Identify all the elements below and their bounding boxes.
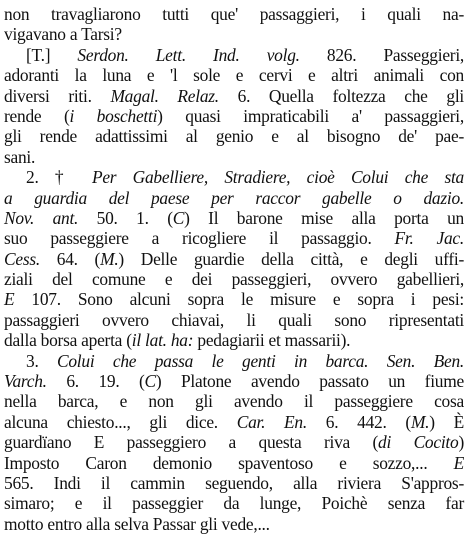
text-line [4,45,464,65]
italic-segment: E [4,289,15,310]
text-line [4,24,464,44]
text-segment: dalla borsa aperta ( [4,330,132,351]
text-line [4,208,464,228]
italic-segment: Cess. [4,248,40,269]
text-segment: 64. ( [39,248,101,269]
text-segment: gli rende adattissimi al genio e al bisogno de' pae- [4,126,464,147]
text-segment: simaro; e il passeggier da lunge, Poichè senza far [4,493,464,514]
italic-segment: il lat. ha: [131,330,194,351]
italic-segment: C [144,371,156,392]
text-segment: 826. Passeggieri, [299,44,465,65]
text-segment: ) È [429,411,465,432]
text-line [4,453,464,473]
text-line [4,126,464,146]
italic-segment: Colui che passa le genti in barca. Sen. Ben. [57,350,465,371]
italic-segment: M. [410,411,430,432]
italic-segment: C [172,207,185,228]
text-segment: 6. Quella foltezza che gli [218,85,464,106]
text-segment: 50. 1. ( [78,207,173,228]
text-segment: Imposto Caron demonio spaventoso e sozzo,... [4,452,454,473]
text-segment: 3. [26,350,57,371]
text-line [4,106,464,126]
italic-segment: a guardia del paese per raccor gabelle o dazio. [4,187,464,208]
text-segment: ziali del comune e dei passeggieri, ovvero gabellieri, [4,269,464,290]
text-line [4,65,464,85]
text-line [4,432,464,452]
text-line [4,493,464,513]
text-segment: 6. 442. ( [306,411,411,432]
entry-text-block [4,4,464,534]
text-segment: vigavano a Tarsi? [4,24,122,45]
text-segment: 107. Sono alcuni sopra le misure e sopra i pesi: [14,289,464,310]
text-line [4,514,464,534]
text-line [4,289,464,309]
italic-segment: Serdon. Lett. Ind. volg. [77,44,300,65]
text-line [4,371,464,391]
text-line [4,473,464,493]
text-line [4,249,464,269]
italic-segment: Nov. ant. [4,207,79,228]
text-segment: alcuna chiesto..., gli dice. [4,411,237,432]
italic-segment: Per Gabelliere, Stradiere, cioè Colui che sta [91,167,464,188]
italic-segment: Varch. [4,371,47,392]
text-line [4,310,464,330]
text-line [4,167,464,187]
text-line [4,147,464,167]
text-line [4,351,464,371]
italic-segment: Magal. Relaz. [110,85,219,106]
text-segment: 565. Indi il cammin seguendo, alla riviera S'appros- [4,472,464,493]
text-line [4,391,464,411]
italic-segment: Fr. Jac. [394,228,464,249]
text-segment: diversi riti. [4,85,111,106]
text-line [4,188,464,208]
text-line [4,228,464,248]
text-segment: guardïano E passeggiero a questa riva ( [4,432,379,453]
italic-segment: M. [100,248,119,269]
italic-segment: E [453,452,464,473]
text-segment: sani. [4,146,36,167]
text-segment: nella barca, e non gli avendo il passeggiere cosa [4,391,464,412]
text-segment: passaggieri ovvero chiavai, li quali sono ripresentati [4,309,464,330]
text-segment: non travagliarono tutti que' passaggieri, i quali na- [4,4,464,24]
text-segment: ) Delle guardie della città, e degli uffi- [118,248,464,269]
text-segment: motto entro alla selva Passar gli vede,... [4,513,270,534]
italic-segment: di Cocito [378,432,459,453]
text-segment: ) quasi impraticabili a' passaggieri, [157,105,464,126]
text-segment: pedagiarii et massarii). [193,330,351,351]
text-segment: 6. 19. ( [46,371,145,392]
text-segment: [T.] [26,44,78,65]
text-segment: suo passeggiere a ricogliere il passaggio. [4,228,395,249]
text-line [4,269,464,289]
text-line [4,412,464,432]
text-segment: 2. † [26,167,92,188]
text-segment: ) Il barone mise alla porta un [184,207,464,228]
italic-segment: i boschetti [69,105,158,126]
text-segment: rende ( [4,105,70,126]
text-segment: ) Platone avendo passato un fiume [155,371,464,392]
text-segment: adoranti la luna e 'l sole e cervi e altri animali con [4,65,464,86]
text-line [4,4,464,24]
italic-segment: Car. En. [236,411,307,432]
text-line [4,86,464,106]
text-line [4,330,464,350]
text-segment: ) [458,432,464,453]
